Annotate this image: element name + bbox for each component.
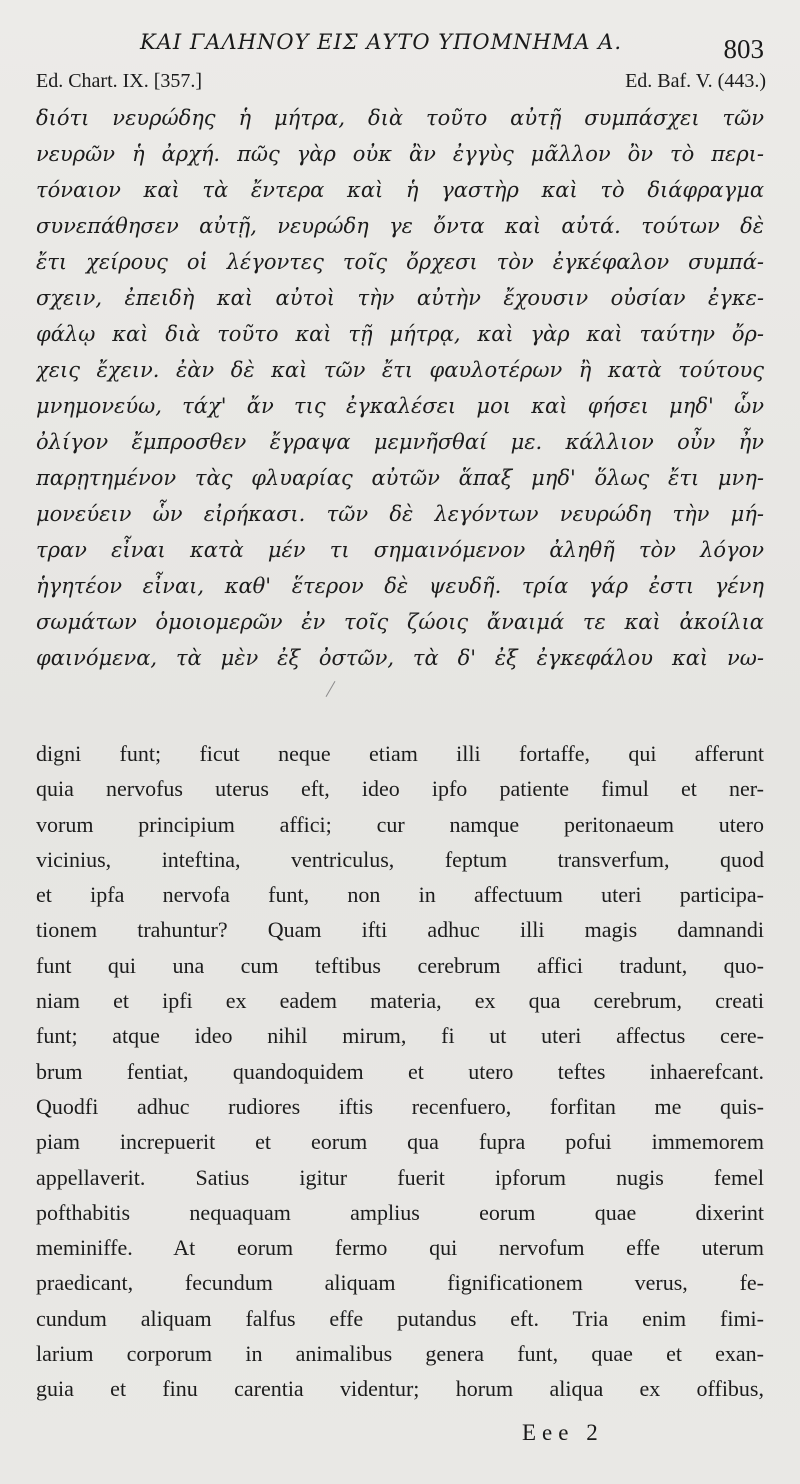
latin-text-line: quia nervofus uterus eft, ideo ipfo patiente fimul et ner- [36, 776, 764, 802]
latin-text-line: larium corporum in animalibus genera funt, quae et exan- [36, 1341, 764, 1367]
greek-text-line: ἔτι χείρους οἱ λέγοντες τοῖς ὄρχεσι τὸν ἐγκέφαλον συμπά- [36, 250, 764, 274]
latin-text-line: Quodfi adhuc rudiores iftis recenfuero, forfitan me quis- [36, 1093, 764, 1119]
edition-reference-line [36, 70, 766, 93]
greek-text-line: τόναιον καὶ τὰ ἔντερα καὶ ἡ γαστὴρ καὶ τὸ διάφραγμα [36, 178, 764, 202]
greek-text-line: ἡγητέον εἶναι, καθ' ἕτερον δὲ ψευδῆ. τρία γάρ ἐστι γένη [36, 574, 764, 598]
edition-chart-ref: Ed. Chart. IX. [357.] [36, 70, 203, 92]
latin-text-line: cundum aliquam falfus effe putandus eft. Tria enim fimi- [36, 1305, 764, 1331]
greek-text-line: διότι νευρώδης ἡ μήτρα, διὰ τοῦτο αὐτῇ συμπάσχει τῶν [36, 106, 764, 130]
latin-text-line: digni funt; ficut neque etiam illi fortaffe, qui afferunt [36, 741, 764, 766]
greek-text-line: ὀλίγον ἔμπροσθεν ἔγραψα μεμνῆσθαί με. κάλλιον οὖν ἦν [36, 430, 764, 454]
latin-text-line: funt qui una cum teftibus cerebrum affici tradunt, quo- [36, 952, 764, 978]
latin-text-line: vicinius, inteftina, ventriculus, feptum transverfum, quod [36, 846, 764, 872]
greek-text-line: φαινόμενα, τὰ μὲν ἐξ ὀστῶν, τὰ δ' ἐξ ἐγκεφάλου καὶ νω- [36, 646, 764, 670]
latin-text-line: meminiffe. At eorum fermo qui nervofum effe uterum [36, 1235, 764, 1261]
latin-text-line: funt; atque ideo nihil mirum, fi ut uteri affectus cere- [36, 1023, 764, 1049]
latin-text-line: brum fentiat, quandoquidem et utero teftes inhaerefcant. [36, 1058, 764, 1084]
latin-text-line: et ipfa nervofa funt, non in affectuum uteri participa- [36, 882, 764, 908]
latin-text-line: niam et ipfi ex eadem materia, ex qua cerebrum, creati [36, 988, 764, 1014]
signature-mark: Eee 2 [522, 1420, 604, 1445]
latin-text-line: tionem trahuntur? Quam ifti adhuc illi magis damnandi [36, 917, 764, 943]
greek-text-line: μονεύειν ὧν εἰρήκασι. τῶν δὲ λεγόντων νευρώδη τὴν μή- [36, 502, 764, 526]
latin-text-block [36, 736, 764, 1407]
latin-text-line: pofthabitis nequaquam amplius eorum quae dixerint [36, 1199, 764, 1225]
latin-text-line: appellaverit. Satius igitur fuerit ipforum nugis femel [36, 1164, 764, 1190]
greek-text-line: παρῃτημένον τὰς φλυαρίας αὐτῶν ἅπαξ μηδ' ὅλως ἔτι μνη- [36, 466, 764, 490]
greek-text-line: σχειν, ἐπειδὴ καὶ αὐτοὶ τὴν αὐτὴν ἔχουσιν οὐσίαν ἐγκε- [36, 286, 764, 310]
running-head: ΚΑΙ ΓΑΛΗΝΟΥ ΕΙΣ ΑΥΤΟ ΥΠΟΜΝΗΜΑ Α. [140, 30, 623, 54]
latin-text-line: guia et finu carentia videntur; horum aliqua ex offibus, [36, 1376, 764, 1402]
latin-text-line: piam increpuerit et eorum qua fupra pofui immemorem [36, 1129, 764, 1155]
page-number: 803 [723, 34, 764, 64]
greek-text-line: νευρῶν ἡ ἀρχή. πῶς γὰρ οὐκ ἂν ἐγγὺς μᾶλλον ὂν τὸ περι- [36, 142, 764, 166]
greek-text-line: σωμάτων ὁμοιομερῶν ἐν τοῖς ζώοις ἄναιμά τε καὶ ἀκοίλια [36, 610, 764, 634]
greek-text-line: συνεπάθησεν αὐτῇ, νευρώδη γε ὄντα καὶ αὐτά. τούτων δὲ [36, 214, 764, 238]
greek-text-line: φάλῳ καὶ διὰ τοῦτο καὶ τῇ μήτρᾳ, καὶ γὰρ καὶ ταύτην ὄρ- [36, 322, 764, 346]
edition-basel-ref: Ed. Baf. V. (443.) [625, 70, 766, 92]
divider-mark [326, 681, 336, 697]
greek-text-line: μνημονεύω, τάχ' ἄν τις ἐγκαλέσει μοι καὶ φήσει μηδ' ὧν [36, 394, 764, 418]
greek-text-line: τραν εἶναι κατὰ μέν τι σημαινόμενον ἀληθῆ τὸν λόγον [36, 538, 764, 562]
greek-text-line: χεις ἔχειν. ἐὰν δὲ καὶ τῶν ἔτι φαυλοτέρων ἢ κατὰ τούτους [36, 358, 764, 382]
greek-text-block [36, 100, 764, 676]
latin-text-line: praedicant, fecundum aliquam fignificationem verus, fe- [36, 1270, 764, 1296]
latin-text-line: vorum principium affici; cur namque peritonaeum utero [36, 811, 764, 837]
